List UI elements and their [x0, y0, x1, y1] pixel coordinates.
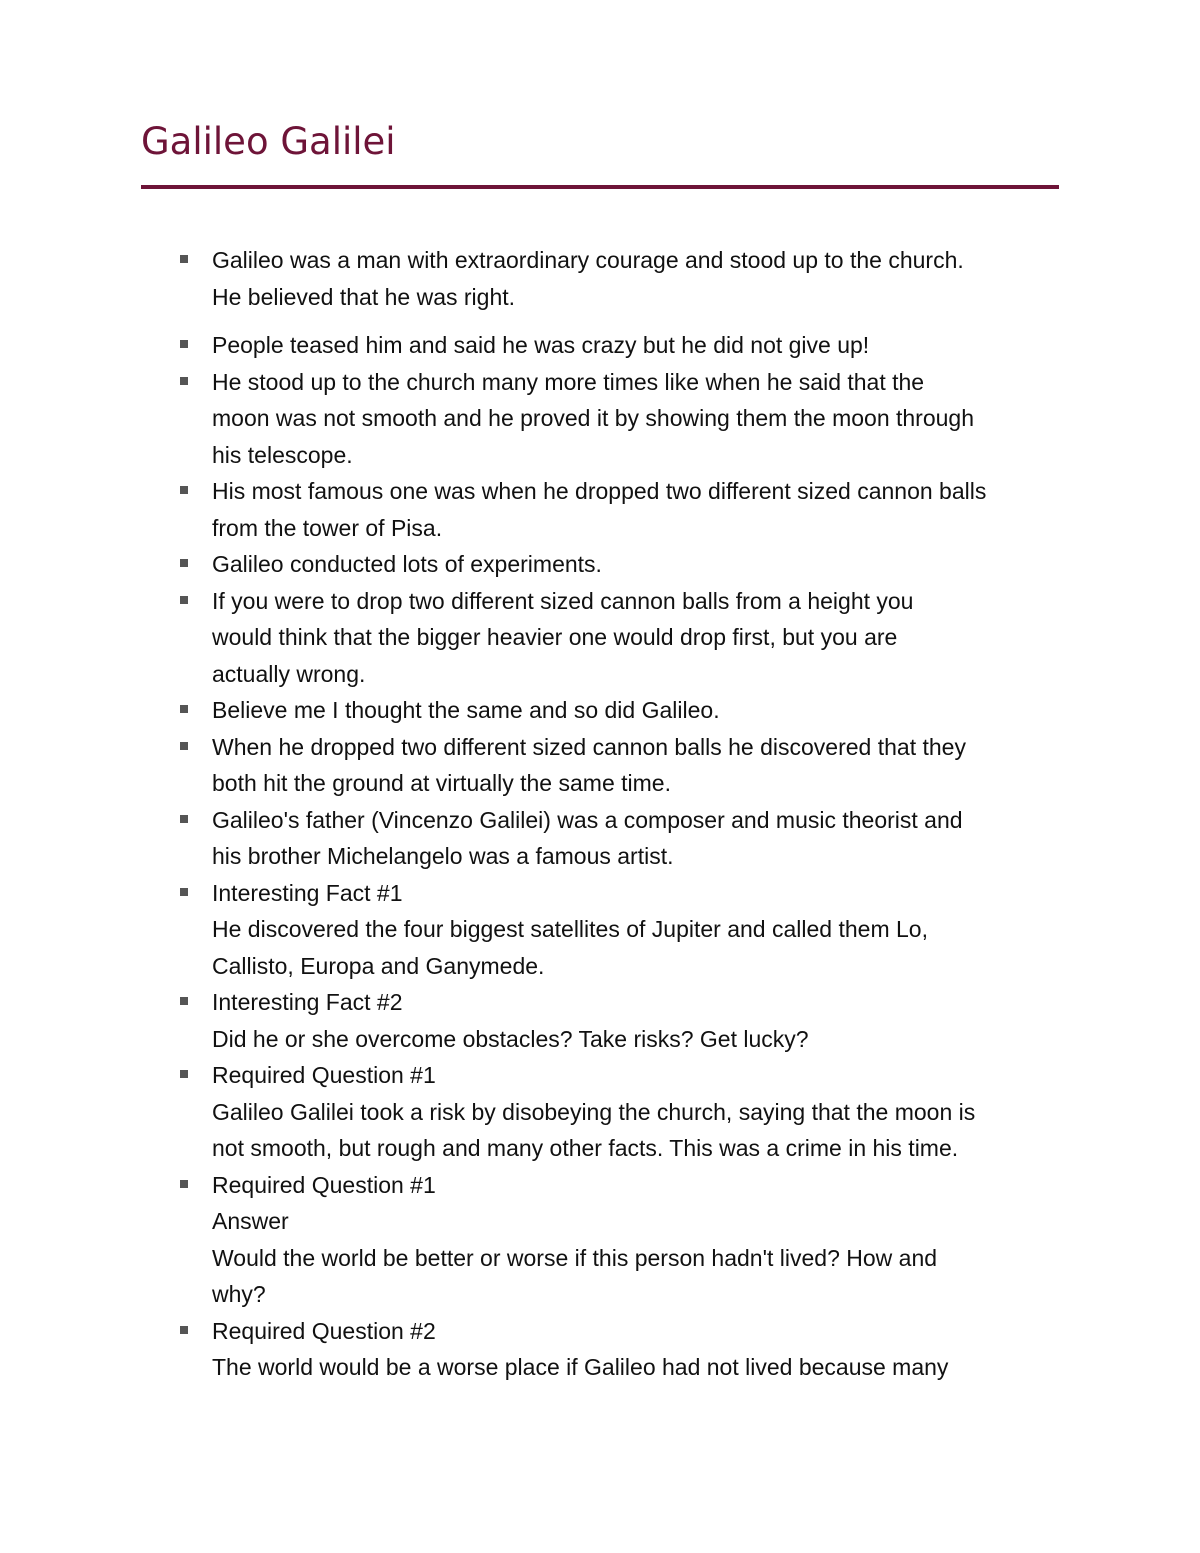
- square-bullet-icon: [180, 377, 188, 385]
- list-item-text: both hit the ground at virtually the same time.: [212, 770, 671, 796]
- list-item: [178, 984, 1078, 1057]
- list-item-text: his telescope.: [212, 441, 353, 468]
- list-item-text: The world would be a worse place if Galileo had not lived because many: [212, 1354, 949, 1380]
- title-divider: [141, 185, 1059, 189]
- list-item-text: Interesting Fact #2: [212, 989, 403, 1015]
- square-bullet-icon: [180, 815, 188, 823]
- list-item-text: his brother Michelangelo was a famous artist.: [212, 843, 674, 869]
- square-bullet-icon: [180, 486, 188, 494]
- square-bullet-icon: [180, 1326, 188, 1334]
- list-item: [178, 692, 1078, 729]
- list-item-text: Galileo's father (Vincenzo Galilei) was a composer and music theorist and: [212, 806, 963, 833]
- bullet-list: [178, 242, 1078, 1386]
- list-item-text: moon was not smooth and he proved it by showing them the moon through: [212, 405, 975, 431]
- list-item-text: Required Question #1: [212, 1062, 436, 1088]
- list-item: [178, 1313, 1078, 1386]
- list-item-text: Callisto, Europa and Ganymede.: [212, 952, 545, 979]
- square-bullet-icon: [180, 705, 188, 713]
- list-item: [178, 327, 1078, 364]
- list-item-text: People teased him and said he was crazy but he did not give up!: [212, 332, 870, 358]
- list-item-text: Required Question #2: [212, 1317, 436, 1344]
- list-item-text: Believe me I thought the same and so did Galileo.: [212, 697, 720, 723]
- list-item: [178, 1167, 1078, 1313]
- list-item-text: Galileo was a man with extraordinary courage and stood up to the church.: [212, 247, 964, 273]
- list-item-text: Galileo conducted lots of experiments.: [212, 551, 602, 577]
- list-item: [178, 473, 1078, 546]
- list-item-text: He believed that he was right.: [212, 283, 516, 310]
- list-item-text: If you were to drop two different sized cannon balls from a height you: [212, 587, 914, 614]
- list-item-text: actually wrong.: [212, 660, 366, 687]
- list-item-text: Interesting Fact #1: [212, 879, 403, 906]
- list-item-text: would think that the bigger heavier one would drop first, but you are: [212, 624, 898, 650]
- list-item-text: why?: [212, 1281, 266, 1307]
- square-bullet-icon: [180, 596, 188, 604]
- list-item-text: He stood up to the church many more times like when he said that the: [212, 368, 925, 395]
- square-bullet-icon: [180, 888, 188, 896]
- square-bullet-icon: [180, 997, 188, 1005]
- square-bullet-icon: [180, 255, 188, 263]
- square-bullet-icon: [180, 1180, 188, 1188]
- list-item: [178, 875, 1078, 985]
- square-bullet-icon: [180, 742, 188, 750]
- list-item-text: His most famous one was when he dropped two different sized cannon balls: [212, 478, 987, 504]
- square-bullet-icon: [180, 340, 188, 348]
- list-item: [178, 729, 1078, 802]
- list-item-text: not smooth, but rough and many other facts. This was a crime in his time.: [212, 1135, 959, 1161]
- list-item: [178, 546, 1078, 583]
- list-item-text: When he dropped two different sized cannon balls he discovered that they: [212, 733, 966, 760]
- page-title: Galileo Galilei: [141, 120, 396, 163]
- square-bullet-icon: [180, 559, 188, 567]
- list-item-text: He discovered the four biggest satellites of Jupiter and called them Lo,: [212, 916, 928, 942]
- list-item: [178, 1057, 1078, 1167]
- list-item: [178, 802, 1078, 875]
- list-item: [178, 583, 1078, 693]
- list-item-text: Required Question #1: [212, 1171, 436, 1198]
- square-bullet-icon: [180, 1070, 188, 1078]
- list-item-text: Would the world be better or worse if this person hadn't lived? How and: [212, 1244, 938, 1271]
- list-item: [178, 364, 1078, 474]
- list-item-text: Answer: [212, 1208, 289, 1234]
- list-item-text: Galileo Galilei took a risk by disobeying the church, saying that the moon is: [212, 1098, 976, 1125]
- list-item-text: Did he or she overcome obstacles? Take risks? Get lucky?: [212, 1025, 809, 1052]
- list-item: [178, 242, 1078, 315]
- list-item-text: from the tower of Pisa.: [212, 514, 443, 541]
